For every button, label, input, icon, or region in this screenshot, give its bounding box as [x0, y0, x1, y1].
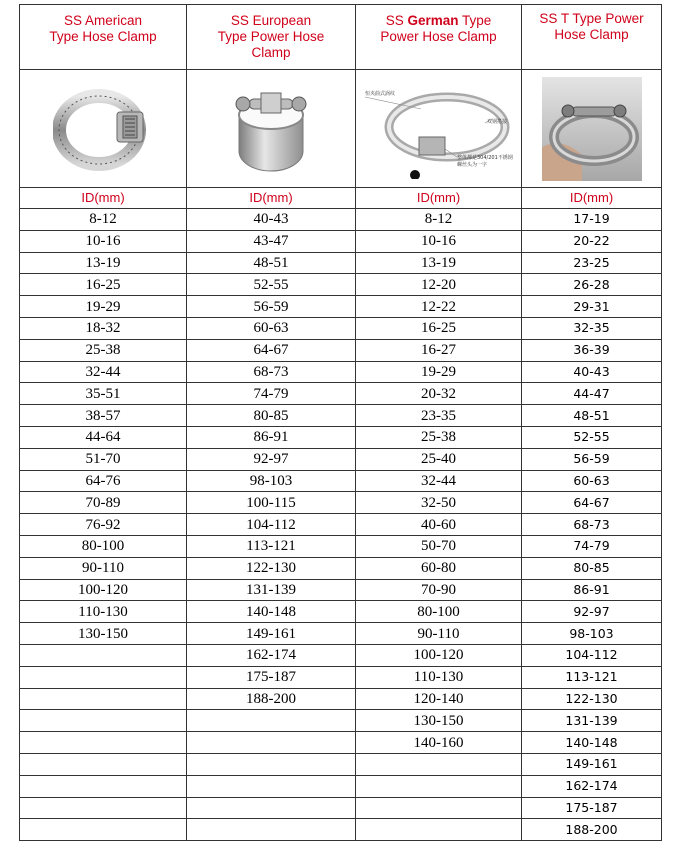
table-row	[20, 230, 662, 252]
size-cell-t-type: 68-73	[522, 514, 662, 536]
size-cell-t-type: 60-63	[522, 470, 662, 492]
size-cell-t-type: 149-161	[522, 753, 662, 775]
table-row	[20, 209, 662, 231]
size-cell-t-type: 104-112	[522, 644, 662, 666]
table-row	[20, 383, 662, 405]
size-cell-american: 70-89	[20, 492, 187, 514]
t-bolt-clamp-icon	[221, 81, 321, 177]
size-cell-t-type: 98-103	[522, 623, 662, 645]
german-clamp-diagram-icon	[361, 79, 517, 179]
size-cell-german: 110-130	[356, 666, 522, 688]
size-cell-european	[187, 753, 356, 775]
size-cell-european: 43-47	[187, 230, 356, 252]
table-row	[20, 535, 662, 557]
size-cell-t-type: 113-121	[522, 666, 662, 688]
size-cell-german: 23-35	[356, 405, 522, 427]
size-cell-american: 8-12	[20, 209, 187, 231]
id-label: ID(mm)	[522, 188, 662, 209]
size-cell-german: 70-90	[356, 579, 522, 601]
table-row	[20, 688, 662, 710]
size-cell-american: 13-19	[20, 252, 187, 274]
size-cell-t-type: 48-51	[522, 405, 662, 427]
t-type-clamp-photo	[522, 70, 662, 188]
size-cell-t-type: 64-67	[522, 492, 662, 514]
size-cell-t-type: 26-28	[522, 274, 662, 296]
size-cell-european: 149-161	[187, 623, 356, 645]
size-cell-american: 10-16	[20, 230, 187, 252]
size-cell-t-type: 80-85	[522, 557, 662, 579]
size-cell-european: 60-63	[187, 317, 356, 339]
worm-gear-clamp-icon	[53, 86, 153, 172]
size-cell-american	[20, 710, 187, 732]
size-cell-german: 32-50	[356, 492, 522, 514]
table-row	[20, 666, 662, 688]
size-cell-american	[20, 753, 187, 775]
header-european: SS European Type Power Hose Clamp	[187, 5, 356, 70]
size-cell-german: 8-12	[356, 209, 522, 231]
size-cell-european: 74-79	[187, 383, 356, 405]
size-cell-german: 80-100	[356, 601, 522, 623]
table-row	[20, 514, 662, 536]
size-cell-american	[20, 644, 187, 666]
size-cell-german: 13-19	[356, 252, 522, 274]
size-cell-american: 19-29	[20, 296, 187, 318]
size-cell-german: 16-27	[356, 339, 522, 361]
size-cell-german: 12-22	[356, 296, 522, 318]
american-clamp-photo	[20, 70, 187, 188]
table-row	[20, 426, 662, 448]
size-cell-t-type: 32-35	[522, 317, 662, 339]
table-row	[20, 775, 662, 797]
hose-clamp-size-table	[19, 4, 662, 841]
size-cell-european: 48-51	[187, 252, 356, 274]
size-cell-american: 80-100	[20, 535, 187, 557]
svg-text:恒夹曲式涡纹: 恒夹曲式涡纹	[364, 90, 395, 97]
table-row	[20, 557, 662, 579]
size-cell-european: 100-115	[187, 492, 356, 514]
size-cell-european: 131-139	[187, 579, 356, 601]
header-german: SS German Type Power Hose Clamp	[356, 5, 522, 70]
size-cell-t-type: 40-43	[522, 361, 662, 383]
size-cell-european: 64-67	[187, 339, 356, 361]
header-t-type: SS T Type Power Hose Clamp	[522, 5, 662, 70]
size-cell-european: 140-148	[187, 601, 356, 623]
size-cell-t-type: 23-25	[522, 252, 662, 274]
size-cell-t-type: 162-174	[522, 775, 662, 797]
german-clamp-photo	[356, 70, 522, 188]
size-cell-german: 25-38	[356, 426, 522, 448]
size-cell-european: 68-73	[187, 361, 356, 383]
size-cell-european: 92-97	[187, 448, 356, 470]
table-row	[20, 274, 662, 296]
table-row	[20, 732, 662, 754]
size-cell-american: 51-70	[20, 448, 187, 470]
size-cell-german: 90-110	[356, 623, 522, 645]
size-cell-american	[20, 797, 187, 819]
size-cell-german: 60-80	[356, 557, 522, 579]
size-cell-american: 110-130	[20, 601, 187, 623]
size-cell-european: 122-130	[187, 557, 356, 579]
size-cell-t-type: 36-39	[522, 339, 662, 361]
european-clamp-photo	[187, 70, 356, 188]
id-label: ID(mm)	[187, 188, 356, 209]
table-row	[20, 601, 662, 623]
size-cell-t-type: 175-187	[522, 797, 662, 819]
table-row	[20, 252, 662, 274]
id-label: ID(mm)	[20, 188, 187, 209]
size-cell-german	[356, 753, 522, 775]
table-row	[20, 448, 662, 470]
id-label: ID(mm)	[356, 188, 522, 209]
size-cell-german: 16-25	[356, 317, 522, 339]
header-american: SS American Type Hose Clamp	[20, 5, 187, 70]
table-row	[20, 753, 662, 775]
size-cell-european: 40-43	[187, 209, 356, 231]
size-cell-european: 80-85	[187, 405, 356, 427]
size-cell-european	[187, 797, 356, 819]
size-cell-t-type: 122-130	[522, 688, 662, 710]
size-cell-american: 18-32	[20, 317, 187, 339]
table-row	[20, 361, 662, 383]
size-cell-european: 188-200	[187, 688, 356, 710]
size-cell-american: 64-76	[20, 470, 187, 492]
table-row	[20, 405, 662, 427]
svg-text:整体都是304/201不锈钢: 整体都是304/201不锈钢	[456, 154, 513, 161]
size-cell-german	[356, 797, 522, 819]
size-cell-european: 175-187	[187, 666, 356, 688]
size-cell-t-type: 74-79	[522, 535, 662, 557]
size-cell-t-type: 29-31	[522, 296, 662, 318]
table-row	[20, 623, 662, 645]
size-cell-european: 162-174	[187, 644, 356, 666]
size-cell-german: 50-70	[356, 535, 522, 557]
size-cell-american	[20, 732, 187, 754]
size-cell-american: 32-44	[20, 361, 187, 383]
size-cell-t-type: 86-91	[522, 579, 662, 601]
size-cell-german: 32-44	[356, 470, 522, 492]
size-cell-american: 16-25	[20, 274, 187, 296]
svg-text:双钢搭接: 双钢搭接	[486, 118, 507, 125]
table-row	[20, 644, 662, 666]
size-cell-european: 52-55	[187, 274, 356, 296]
size-cell-german: 25-40	[356, 448, 522, 470]
size-cell-american	[20, 688, 187, 710]
size-cell-t-type: 20-22	[522, 230, 662, 252]
size-cell-american	[20, 666, 187, 688]
table-row	[20, 797, 662, 819]
size-cell-t-type: 131-139	[522, 710, 662, 732]
size-cell-european: 56-59	[187, 296, 356, 318]
size-cell-american: 100-120	[20, 579, 187, 601]
size-cell-european: 98-103	[187, 470, 356, 492]
table-row	[20, 492, 662, 514]
size-cell-european: 104-112	[187, 514, 356, 536]
size-cell-german: 140-160	[356, 732, 522, 754]
size-cell-t-type: 44-47	[522, 383, 662, 405]
size-cell-t-type: 56-59	[522, 448, 662, 470]
size-cell-european: 86-91	[187, 426, 356, 448]
id-label-row	[20, 188, 662, 209]
size-cell-american: 76-92	[20, 514, 187, 536]
size-cell-american: 44-64	[20, 426, 187, 448]
image-row	[20, 70, 662, 188]
size-cell-german: 19-29	[356, 361, 522, 383]
size-cell-european: 113-121	[187, 535, 356, 557]
t-type-clamp-photo-icon	[542, 77, 642, 181]
size-cell-german: 120-140	[356, 688, 522, 710]
size-cell-german: 100-120	[356, 644, 522, 666]
size-cell-t-type: 188-200	[522, 819, 662, 841]
table-row	[20, 296, 662, 318]
size-cell-american	[20, 775, 187, 797]
size-cell-american: 25-38	[20, 339, 187, 361]
size-cell-t-type: 140-148	[522, 732, 662, 754]
size-cell-german: 40-60	[356, 514, 522, 536]
svg-text:螺丝头为一字: 螺丝头为一字	[456, 161, 487, 168]
table-row	[20, 339, 662, 361]
size-cell-german: 130-150	[356, 710, 522, 732]
header-row	[20, 5, 662, 70]
size-cell-german: 12-20	[356, 274, 522, 296]
table-row	[20, 710, 662, 732]
size-cell-t-type: 52-55	[522, 426, 662, 448]
size-cell-t-type: 92-97	[522, 601, 662, 623]
size-cell-t-type: 17-19	[522, 209, 662, 231]
size-cell-european	[187, 732, 356, 754]
table-row	[20, 317, 662, 339]
size-cell-american: 35-51	[20, 383, 187, 405]
table-row	[20, 470, 662, 492]
size-cell-german: 10-16	[356, 230, 522, 252]
size-cell-american: 38-57	[20, 405, 187, 427]
size-cell-european	[187, 710, 356, 732]
size-cell-german: 20-32	[356, 383, 522, 405]
table-row	[20, 579, 662, 601]
size-cell-american: 130-150	[20, 623, 187, 645]
size-cell-german	[356, 775, 522, 797]
size-cell-american: 90-110	[20, 557, 187, 579]
size-cell-european	[187, 775, 356, 797]
